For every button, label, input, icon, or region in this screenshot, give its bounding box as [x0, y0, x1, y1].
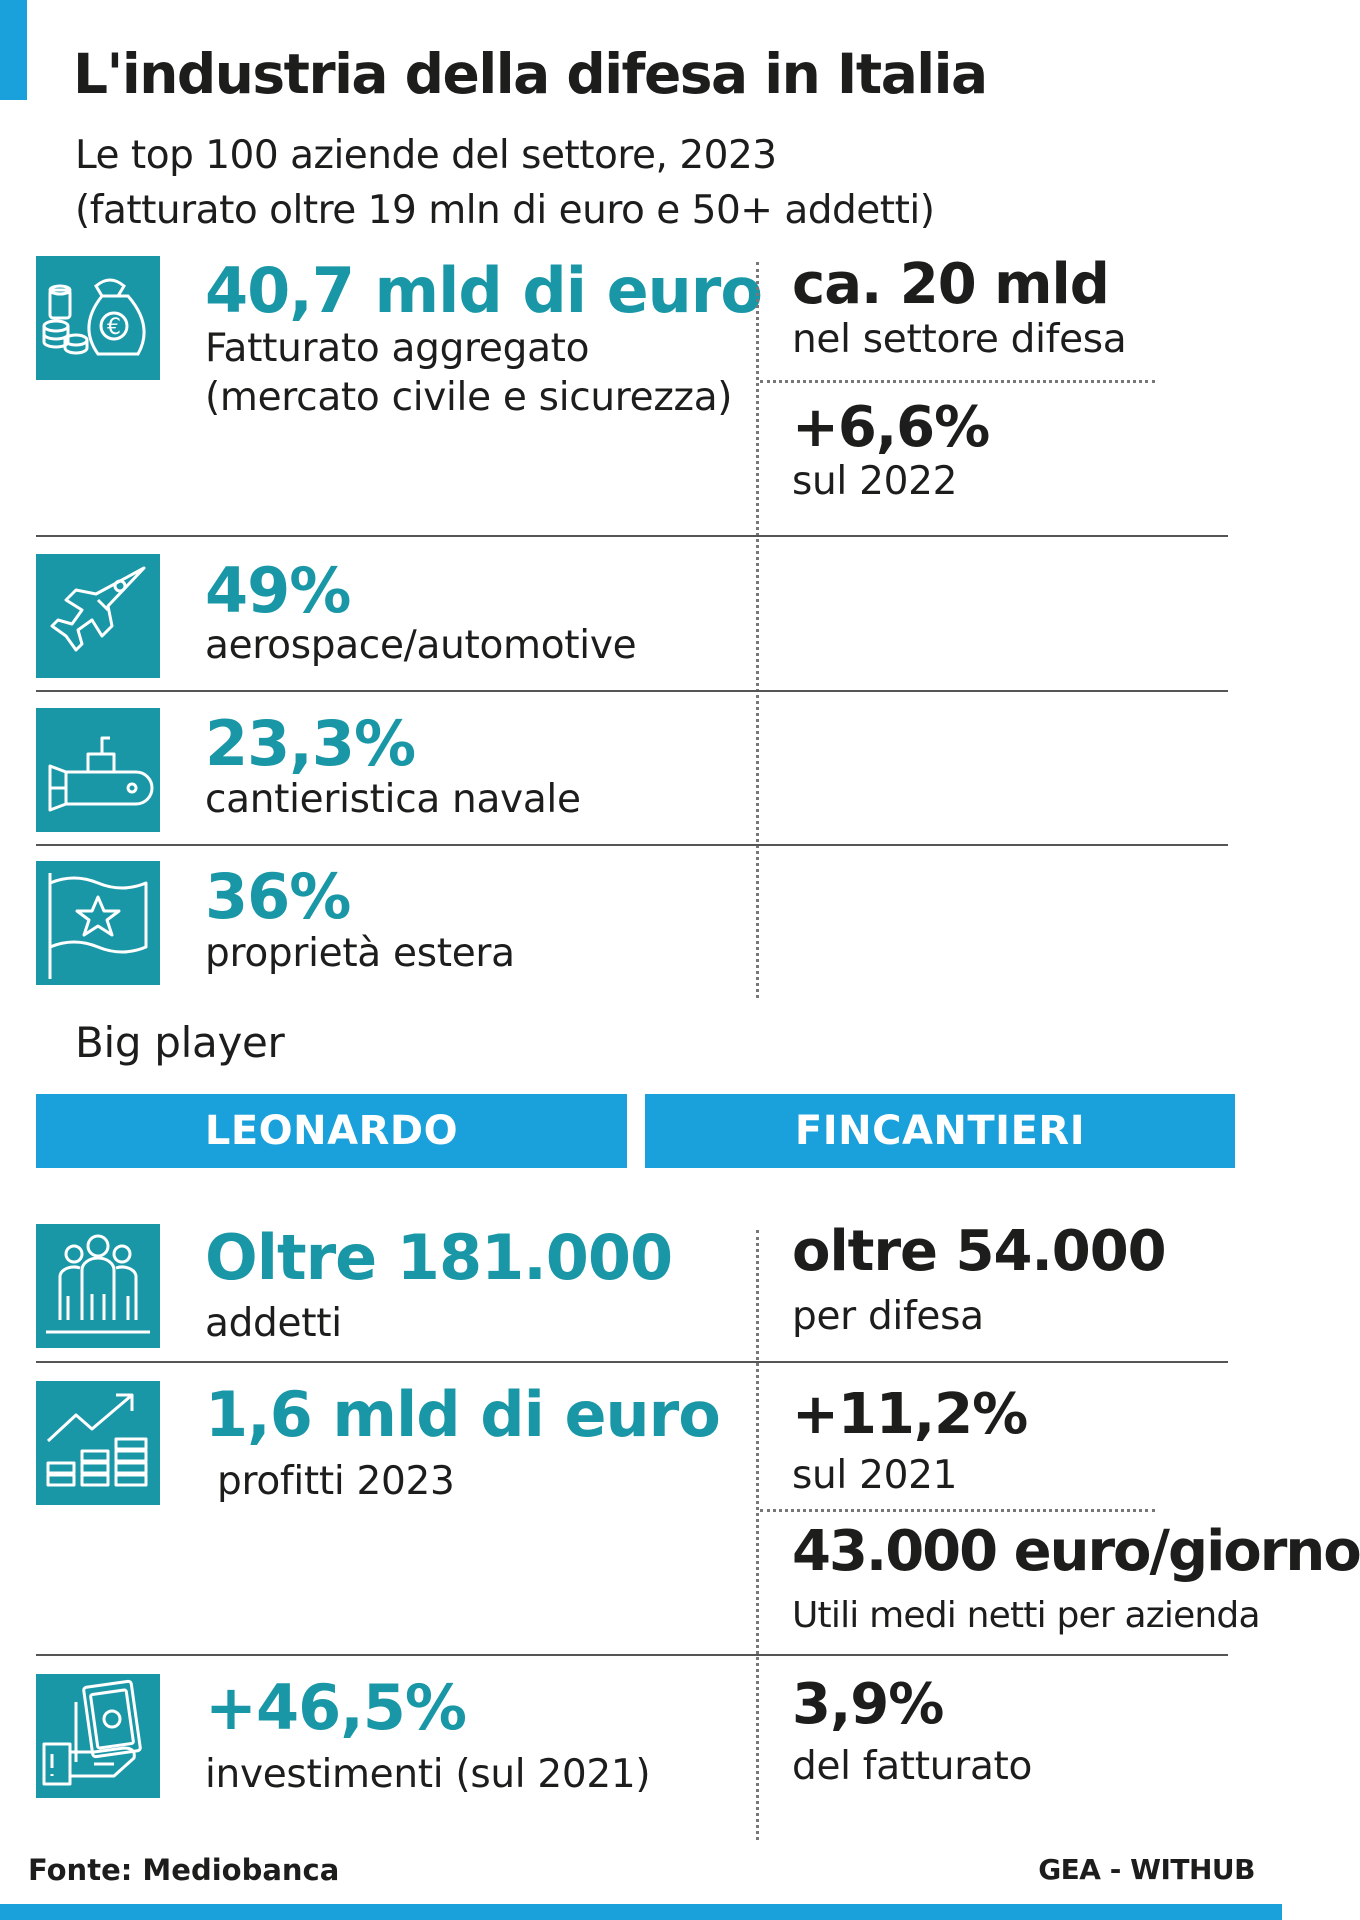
- divider: [36, 690, 1228, 692]
- profits-leonardo-value: 1,6 mld di euro: [205, 1378, 720, 1451]
- fighter-jet-icon: [36, 554, 160, 678]
- divider: [36, 844, 1228, 846]
- profits-fincantieri-label: sul 2021: [792, 1453, 958, 1498]
- dotted-divider: [760, 380, 1155, 383]
- investments-fincantieri-label: del fatturato: [792, 1744, 1033, 1789]
- foreign-value: 36%: [205, 860, 351, 933]
- credit-note: GEA - WITHUB: [1038, 1853, 1255, 1886]
- investments-leonardo-label: investimenti (sul 2021): [205, 1752, 651, 1797]
- subtitle-line-2: (fatturato oltre 19 mln di euro e 50+ addetti): [75, 188, 935, 233]
- accent-bar: [0, 0, 27, 100]
- aerospace-value: 49%: [205, 554, 351, 627]
- naval-value: 23,3%: [205, 707, 416, 780]
- svg-text:€: €: [107, 315, 121, 340]
- fincantieri-header: FINCANTIERI: [645, 1094, 1235, 1168]
- page-subtitle: [75, 128, 934, 238]
- employees-fincantieri-label: per difesa: [792, 1294, 984, 1339]
- foreign-label: proprietà estera: [205, 931, 515, 976]
- employees-fincantieri-value: oltre 54.000: [792, 1219, 1166, 1284]
- daily-profit-value: 43.000 euro/giorno: [792, 1519, 1360, 1584]
- vertical-dotted-divider: [756, 262, 759, 998]
- naval-label: cantieristica navale: [205, 777, 581, 822]
- profits-leonardo-label: profitti 2023: [217, 1459, 455, 1504]
- employees-leonardo-value: Oltre 181.000: [205, 1221, 673, 1294]
- people-group-icon: [36, 1224, 160, 1348]
- source-note: Fonte: Mediobanca: [28, 1853, 340, 1887]
- leonardo-header: LEONARDO: [36, 1094, 627, 1168]
- growth-value: +6,6%: [792, 395, 990, 460]
- divider: [36, 535, 1228, 537]
- aerospace-label: aerospace/automotive: [205, 623, 637, 668]
- growth-label: sul 2022: [792, 459, 958, 504]
- subtitle-line-1: Le top 100 aziende del settore, 2023: [75, 133, 777, 178]
- defense-label: nel settore difesa: [792, 317, 1127, 362]
- investments-fincantieri-value: 3,9%: [792, 1672, 944, 1737]
- growth-chart-coins-icon: [36, 1381, 160, 1505]
- revenue-label: [205, 325, 732, 423]
- section-title: Big player: [75, 1018, 285, 1067]
- profits-fincantieri-value: +11,2%: [792, 1382, 1028, 1447]
- investments-leonardo-value: +46,5%: [205, 1671, 467, 1744]
- divider: [36, 1654, 1228, 1656]
- daily-profit-label: Utili medi netti per azienda: [792, 1595, 1260, 1636]
- flag-star-icon: [36, 861, 160, 985]
- submarine-icon: [36, 708, 160, 832]
- employees-leonardo-label: addetti: [205, 1301, 342, 1346]
- vertical-dotted-divider: [756, 1230, 759, 1840]
- dotted-divider: [760, 1509, 1155, 1512]
- page-title: L'industria della difesa in Italia: [73, 42, 987, 106]
- defense-value: ca. 20 mld: [792, 252, 1109, 317]
- bottom-accent-bar: [0, 1904, 1282, 1920]
- money-bag-coins-icon: [36, 256, 160, 380]
- cash-hand-icon: [36, 1674, 160, 1798]
- revenue-value: 40,7 mld di euro: [205, 254, 762, 327]
- divider: [36, 1361, 1228, 1363]
- revenue-label-line-2: (mercato civile e sicurezza): [205, 374, 733, 420]
- revenue-label-line-1: Fatturato aggregato: [205, 326, 590, 371]
